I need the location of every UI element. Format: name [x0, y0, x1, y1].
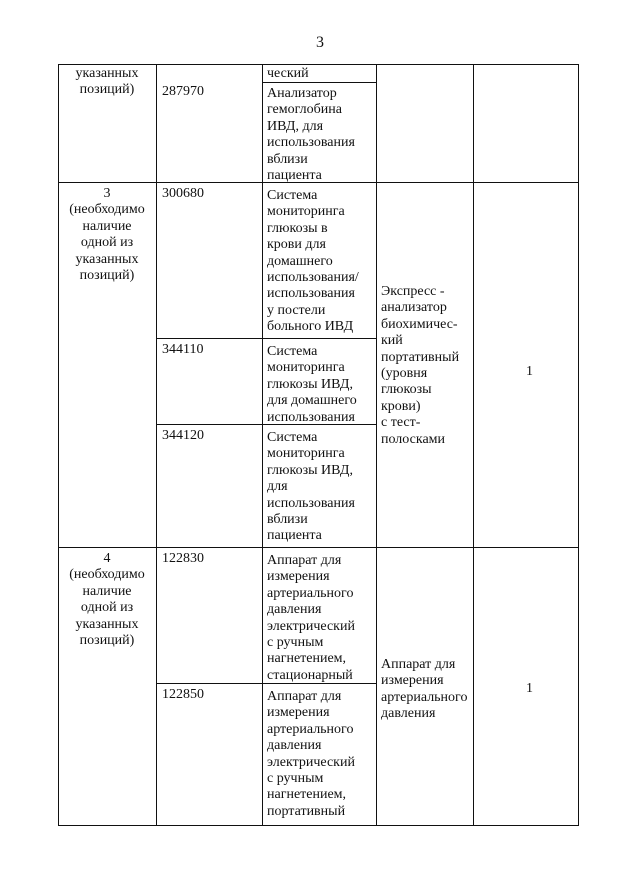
row2-device: Экспресс - анализатор биохимичес- кий портативный (уровня глюкозы крови) с тест- полосками	[381, 284, 460, 447]
row3-code-1: 122830	[162, 551, 204, 566]
row1-code: 287970	[162, 84, 204, 99]
row2-code-1: 300680	[162, 186, 204, 201]
page-number: 3	[316, 34, 324, 51]
row2-quantity: 1	[526, 364, 533, 379]
row2-name-3: Система мониторинга глюкозы ИВД, для использования вблизи пациента	[267, 430, 355, 544]
row3-name-1: Аппарат для измерения артериального давления электрический с ручным нагнетением, стационарный	[267, 553, 355, 683]
row2-code-2: 344110	[162, 342, 204, 357]
row2-code-3: 344120	[162, 428, 204, 443]
row2-group: 3 (необходимо наличие одной из указанных позиций)	[69, 186, 145, 284]
row2-name-1: Система мониторинга глюкозы в крови для домашнего использования/ использования у постели больного ИВД	[267, 188, 359, 335]
row1-group-tail: указанных позиций)	[75, 66, 139, 98]
row1-name-tail: ческий	[267, 66, 309, 81]
row1-name: Анализатор гемоглобина ИВД, для использования вблизи пациента	[267, 86, 355, 184]
row3-name-2: Аппарат для измерения артериального давления электрический с ручным нагнетением, портативный	[267, 689, 355, 819]
row3-quantity: 1	[526, 681, 533, 696]
row2-name-2: Система мониторинга глюкозы ИВД, для домашнего использования	[267, 344, 357, 425]
row3-code-2: 122850	[162, 687, 204, 702]
row3-device: Аппарат для измерения артериального давления	[381, 657, 468, 722]
row3-group: 4 (необходимо наличие одной из указанных позиций)	[69, 551, 145, 649]
